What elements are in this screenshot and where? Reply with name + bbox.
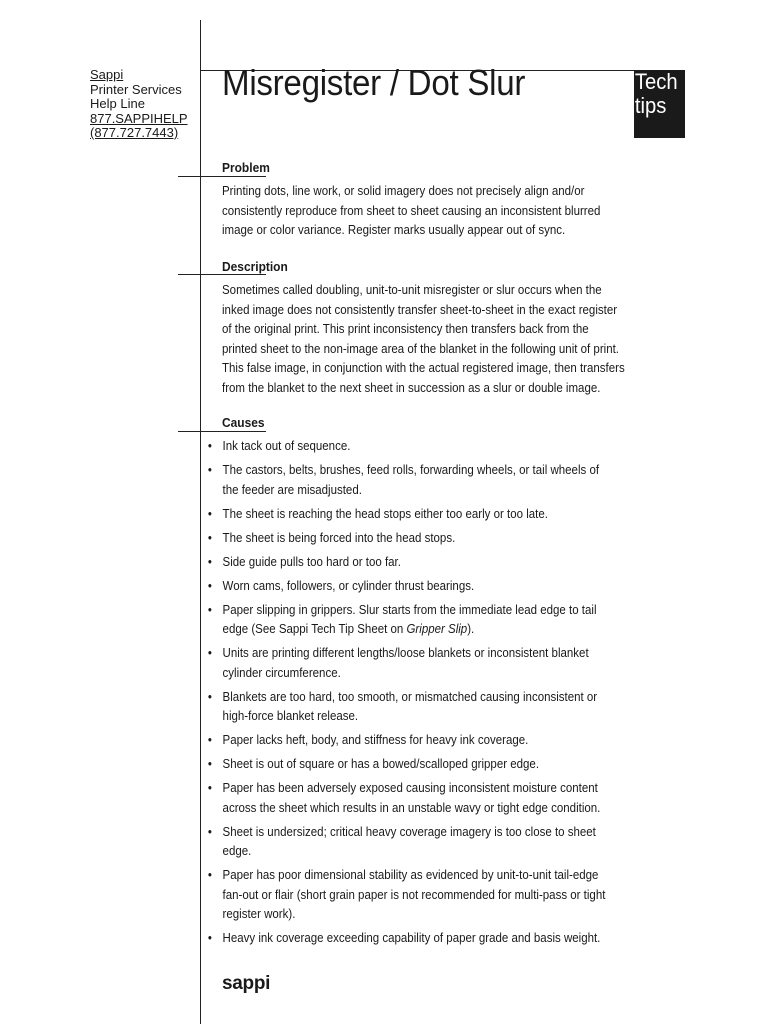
bullet-icon: • bbox=[207, 578, 212, 593]
bullet-icon: • bbox=[207, 646, 212, 660]
bullet-icon: • bbox=[207, 868, 212, 882]
bullet-icon: • bbox=[207, 439, 212, 453]
problem-rule bbox=[178, 176, 266, 177]
bullet-icon: • bbox=[207, 463, 212, 477]
list-item bbox=[206, 529, 611, 549]
bullet-icon: • bbox=[207, 554, 212, 569]
page-title: Misregister / Dot Slur bbox=[222, 62, 526, 103]
list-item bbox=[206, 866, 611, 925]
list-item bbox=[206, 688, 611, 727]
contact-phone-letters: 877.SAPPIHELP bbox=[90, 110, 188, 126]
list-item bbox=[206, 577, 611, 597]
description-heading: Description bbox=[222, 259, 288, 274]
cause-text: Paper has been adversely exposed causing inconsistent moisture content across the sheet which results in an unstable wavy or tight edge condition. bbox=[222, 781, 601, 815]
cause-text: Units are printing different lengths/loose blankets or inconsistent blanket cylinder circumference. bbox=[222, 646, 589, 680]
description-rule bbox=[178, 274, 266, 275]
description-text: Sometimes called doubling, unit-to-unit misregister or slur occurs when the inked image does not consistently transfer sheet-to-sheet in the exact register of the original print. This print inconsistency then transfers back from the printed sheet to the non-image area of the blanket in the following unit of print. This false image, in conjunction with the actual registered image, then transfers from the blanket to the next sheet in succession as a slur or double image. bbox=[222, 283, 625, 395]
list-item bbox=[206, 731, 611, 751]
badge-line-2: tips bbox=[634, 93, 667, 118]
list-item bbox=[206, 644, 611, 683]
cause-text: Side guide pulls too hard or too far. bbox=[222, 554, 401, 569]
cause-text-pre: Paper slipping in grippers. Slur starts from the immediate lead edge to tail edge (See Sappi Tech Tip Sheet on bbox=[222, 602, 597, 636]
contact-phone-digits: (877.727.7443) bbox=[90, 125, 179, 140]
cause-text: Paper lacks heft, body, and stiffness for heavy ink coverage. bbox=[222, 733, 529, 747]
contact-department: Printer Services bbox=[90, 81, 182, 97]
bullet-icon: • bbox=[207, 733, 212, 747]
gripper-slip-reference: Gripper Slip bbox=[406, 622, 468, 636]
cause-text-post: ). bbox=[467, 622, 475, 636]
cause-text: The sheet is being forced into the head stops. bbox=[222, 530, 456, 545]
cause-text: Paper has poor dimensional stability as evidenced by unit-to-unit tail-edge fan-out or flair (short grain paper is not recommended for multi-pass or tight register work). bbox=[222, 868, 606, 921]
bullet-icon: • bbox=[207, 781, 212, 795]
problem-heading: Problem bbox=[222, 160, 270, 175]
bullet-icon: • bbox=[207, 506, 212, 521]
bullet-icon: • bbox=[207, 757, 212, 771]
list-item bbox=[206, 437, 611, 457]
margin-vertical-rule bbox=[200, 20, 201, 1024]
bullet-icon: • bbox=[207, 602, 212, 617]
cause-text bbox=[223, 603, 597, 637]
list-item bbox=[206, 755, 611, 775]
tech-tips-badge bbox=[634, 70, 685, 138]
cause-text: Worn cams, followers, or cylinder thrust bearings. bbox=[222, 578, 475, 593]
cause-text: Sheet is undersized; critical heavy coverage imagery is too close to sheet edge. bbox=[222, 824, 596, 858]
helpline-contact bbox=[90, 68, 188, 141]
cause-text: The castors, belts, brushes, feed rolls, forwarding wheels, or tail wheels of the feeder are misadjusted. bbox=[222, 463, 600, 497]
bullet-icon: • bbox=[207, 530, 212, 545]
list-item bbox=[206, 929, 611, 949]
contact-helpline-label: Help Line bbox=[90, 96, 145, 111]
list-item bbox=[206, 553, 611, 573]
contact-company: Sappi bbox=[90, 67, 124, 82]
list-item bbox=[206, 823, 611, 862]
bullet-icon: • bbox=[207, 689, 212, 704]
list-item bbox=[206, 601, 611, 640]
cause-text: Ink tack out of sequence. bbox=[222, 439, 351, 453]
causes-list bbox=[206, 437, 611, 953]
bullet-icon: • bbox=[207, 824, 212, 839]
sappi-logo: sappi bbox=[222, 973, 271, 994]
cause-text: Heavy ink coverage exceeding capability of paper grade and basis weight. bbox=[222, 931, 601, 945]
cause-text: Blankets are too hard, too smooth, or mismatched causing inconsistent or high-force blanket release. bbox=[222, 689, 598, 723]
causes-rule bbox=[178, 431, 266, 432]
cause-text: The sheet is reaching the head stops either too early or too late. bbox=[222, 506, 548, 521]
problem-text: Printing dots, line work, or solid imagery does not precisely align and/or consistently reproduce from sheet to sheet causing an inconsistent blurred image or color variance. Register marks usually appear out of sync. bbox=[222, 184, 601, 237]
badge-line-1: Tech bbox=[634, 69, 678, 94]
bullet-icon: • bbox=[207, 931, 212, 945]
list-item bbox=[206, 461, 611, 500]
causes-heading: Causes bbox=[222, 415, 265, 430]
cause-text: Sheet is out of square or has a bowed/scalloped gripper edge. bbox=[222, 757, 540, 771]
list-item bbox=[206, 779, 611, 818]
list-item bbox=[206, 505, 611, 525]
